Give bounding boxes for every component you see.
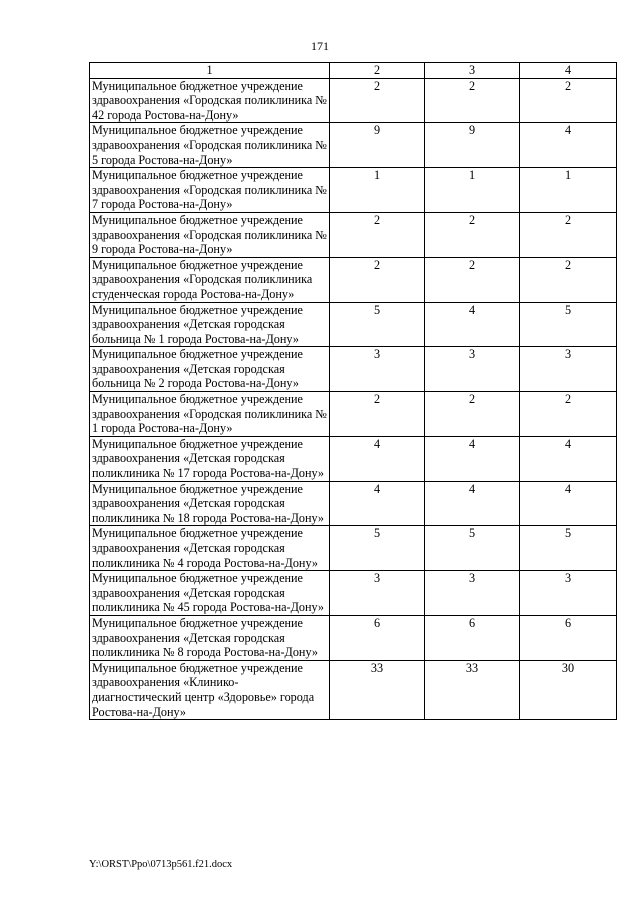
value-cell-col3: 5 xyxy=(425,526,520,571)
value-cell-col2: 2 xyxy=(330,78,425,123)
table-header-row xyxy=(90,63,617,79)
value-cell-col4: 1 xyxy=(520,168,617,213)
column-header: 4 xyxy=(520,63,617,79)
footer-file-path: Y:\ORST\Ppo\0713p561.f21.docx xyxy=(89,859,233,870)
value-cell-col2: 4 xyxy=(330,436,425,481)
value-cell-col2: 3 xyxy=(330,347,425,392)
table-row xyxy=(90,660,617,719)
value-cell-col4: 3 xyxy=(520,347,617,392)
value-cell-col4: 6 xyxy=(520,615,617,660)
column-header: 1 xyxy=(90,63,330,79)
value-cell-col3: 9 xyxy=(425,123,520,168)
table-row xyxy=(90,347,617,392)
table-row xyxy=(90,392,617,437)
value-cell-col3: 4 xyxy=(425,302,520,347)
institution-name-cell: Муниципальное бюджетное учреждение здравоохранения «Городская поликлиника студенческая города Ростова-на-Дону» xyxy=(90,257,330,302)
value-cell-col4: 30 xyxy=(520,660,617,719)
institution-name-cell: Муниципальное бюджетное учреждение здравоохранения «Городская поликлиника № 42 города Ростова-на-Дону» xyxy=(90,78,330,123)
value-cell-col2: 33 xyxy=(330,660,425,719)
table-row xyxy=(90,257,617,302)
column-header: 3 xyxy=(425,63,520,79)
table-row xyxy=(90,526,617,571)
table-row xyxy=(90,123,617,168)
value-cell-col3: 4 xyxy=(425,481,520,526)
value-cell-col3: 4 xyxy=(425,436,520,481)
institution-name-cell: Муниципальное бюджетное учреждение здравоохранения «Городская поликлиника № 1 города Ростова-на-Дону» xyxy=(90,392,330,437)
table-row xyxy=(90,571,617,616)
table-row xyxy=(90,78,617,123)
value-cell-col2: 5 xyxy=(330,302,425,347)
value-cell-col3: 2 xyxy=(425,78,520,123)
table-body xyxy=(90,78,617,720)
table-row xyxy=(90,615,617,660)
value-cell-col3: 3 xyxy=(425,571,520,616)
table-row xyxy=(90,302,617,347)
value-cell-col2: 1 xyxy=(330,168,425,213)
value-cell-col3: 33 xyxy=(425,660,520,719)
value-cell-col3: 2 xyxy=(425,392,520,437)
value-cell-col3: 2 xyxy=(425,212,520,257)
value-cell-col3: 6 xyxy=(425,615,520,660)
value-cell-col3: 2 xyxy=(425,257,520,302)
value-cell-col2: 9 xyxy=(330,123,425,168)
institution-name-cell: Муниципальное бюджетное учреждение здравоохранения «Детская городская больница № 2 города Ростова-на-Дону» xyxy=(90,347,330,392)
table-row xyxy=(90,168,617,213)
value-cell-col4: 4 xyxy=(520,123,617,168)
value-cell-col2: 5 xyxy=(330,526,425,571)
data-table xyxy=(89,62,617,720)
institution-name-cell: Муниципальное бюджетное учреждение здравоохранения «Детская городская поликлиника № 8 города Ростова-на-Дону» xyxy=(90,615,330,660)
value-cell-col3: 1 xyxy=(425,168,520,213)
value-cell-col4: 2 xyxy=(520,78,617,123)
institution-name-cell: Муниципальное бюджетное учреждение здравоохранения «Городская поликлиника № 9 города Ростова-на-Дону» xyxy=(90,212,330,257)
value-cell-col2: 2 xyxy=(330,257,425,302)
page-number: 171 xyxy=(311,39,329,53)
institution-name-cell: Муниципальное бюджетное учреждение здравоохранения «Детская городская поликлиника № 4 города Ростова-на-Дону» xyxy=(90,526,330,571)
institution-name-cell: Муниципальное бюджетное учреждение здравоохранения «Детская городская больница № 1 города Ростова-на-Дону» xyxy=(90,302,330,347)
value-cell-col2: 2 xyxy=(330,392,425,437)
value-cell-col2: 2 xyxy=(330,212,425,257)
value-cell-col2: 4 xyxy=(330,481,425,526)
institution-name-cell: Муниципальное бюджетное учреждение здравоохранения «Городская поликлиника № 7 города Ростова-на-Дону» xyxy=(90,168,330,213)
value-cell-col4: 4 xyxy=(520,436,617,481)
value-cell-col4: 2 xyxy=(520,257,617,302)
institution-name-cell: Муниципальное бюджетное учреждение здравоохранения «Клинико-диагностический центр «Здоровье» города Ростова-на-Дону» xyxy=(90,660,330,719)
value-cell-col4: 3 xyxy=(520,571,617,616)
value-cell-col4: 5 xyxy=(520,526,617,571)
value-cell-col3: 3 xyxy=(425,347,520,392)
value-cell-col4: 2 xyxy=(520,212,617,257)
value-cell-col2: 6 xyxy=(330,615,425,660)
value-cell-col4: 4 xyxy=(520,481,617,526)
institution-name-cell: Муниципальное бюджетное учреждение здравоохранения «Детская городская поликлиника № 18 города Ростова-на-Дону» xyxy=(90,481,330,526)
value-cell-col2: 3 xyxy=(330,571,425,616)
table-row xyxy=(90,212,617,257)
value-cell-col4: 5 xyxy=(520,302,617,347)
table-row xyxy=(90,481,617,526)
table-row xyxy=(90,436,617,481)
institution-name-cell: Муниципальное бюджетное учреждение здравоохранения «Городская поликлиника № 5 города Ростова-на-Дону» xyxy=(90,123,330,168)
institution-name-cell: Муниципальное бюджетное учреждение здравоохранения «Детская городская поликлиника № 45 города Ростова-на-Дону» xyxy=(90,571,330,616)
institution-name-cell: Муниципальное бюджетное учреждение здравоохранения «Детская городская поликлиника № 17 города Ростова-на-Дону» xyxy=(90,436,330,481)
value-cell-col4: 2 xyxy=(520,392,617,437)
column-header: 2 xyxy=(330,63,425,79)
